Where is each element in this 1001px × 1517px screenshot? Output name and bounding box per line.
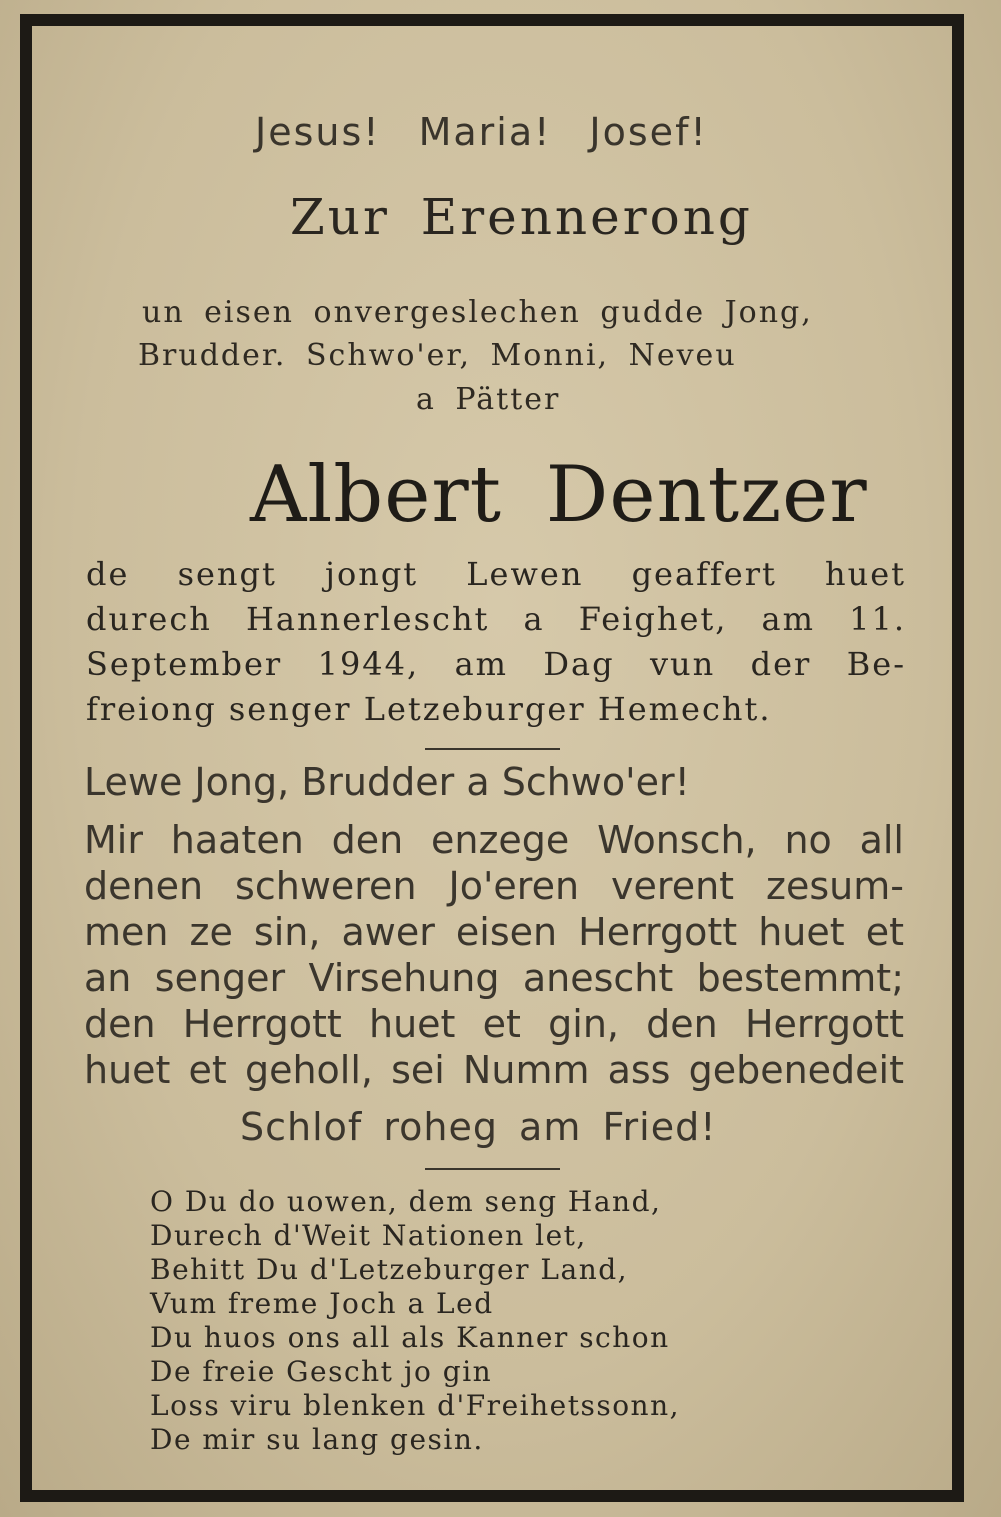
anthem-line: Loss viru blenken d'Freihetssonn, bbox=[150, 1389, 681, 1422]
anthem-line: Du huos ons all als Kanner schon bbox=[150, 1321, 670, 1354]
death-line: de sengt jongt Lewen geaffert huet bbox=[86, 555, 906, 593]
death-line: freiong senger Letzeburger Hemecht. bbox=[86, 690, 772, 728]
deceased-name: Albert Dentzer bbox=[250, 450, 868, 540]
intro-line: a Pätter bbox=[416, 382, 561, 417]
message-line: men ze sin, awer eisen Herrgott huet et bbox=[84, 910, 904, 954]
anthem-line: Vum freme Joch a Led bbox=[150, 1287, 494, 1320]
intro-line: un eisen onvergeslechen gudde Jong, bbox=[142, 295, 813, 330]
invocation: Jesus! Maria! Josef! bbox=[255, 110, 708, 154]
death-line: September 1944, am Dag vun der Be- bbox=[86, 645, 906, 683]
message-line: an senger Virsehung anescht bestemmt; bbox=[84, 956, 904, 1000]
anthem-line: De freie Gescht jo gin bbox=[150, 1355, 493, 1388]
anthem-line: De mir su lang gesin. bbox=[150, 1423, 484, 1456]
closing-line: Schlof roheg am Fried! bbox=[240, 1105, 717, 1149]
message-line: Mir haaten den enzege Wonsch, no all bbox=[84, 818, 904, 862]
message-line: den Herrgott huet et gin, den Herrgott bbox=[84, 1002, 904, 1046]
message-line: denen schweren Jo'eren verent zesum- bbox=[84, 864, 904, 908]
intro-line: Brudder. Schwo'er, Monni, Neveu bbox=[138, 338, 737, 373]
divider bbox=[425, 748, 560, 750]
death-line: durech Hannerlescht a Feighet, am 11. bbox=[86, 600, 906, 638]
anthem-line: Durech d'Weit Nationen let, bbox=[150, 1219, 587, 1252]
anthem-line: O Du do uowen, dem seng Hand, bbox=[150, 1185, 662, 1218]
anthem-line: Behitt Du d'Letzeburger Land, bbox=[150, 1253, 629, 1286]
message-line: huet et geholl, sei Numm ass gebenedeit bbox=[84, 1048, 904, 1092]
divider bbox=[425, 1168, 560, 1170]
message-line: Lewe Jong, Brudder a Schwo'er! bbox=[84, 760, 690, 804]
heading: Zur Erennerong bbox=[290, 188, 753, 246]
